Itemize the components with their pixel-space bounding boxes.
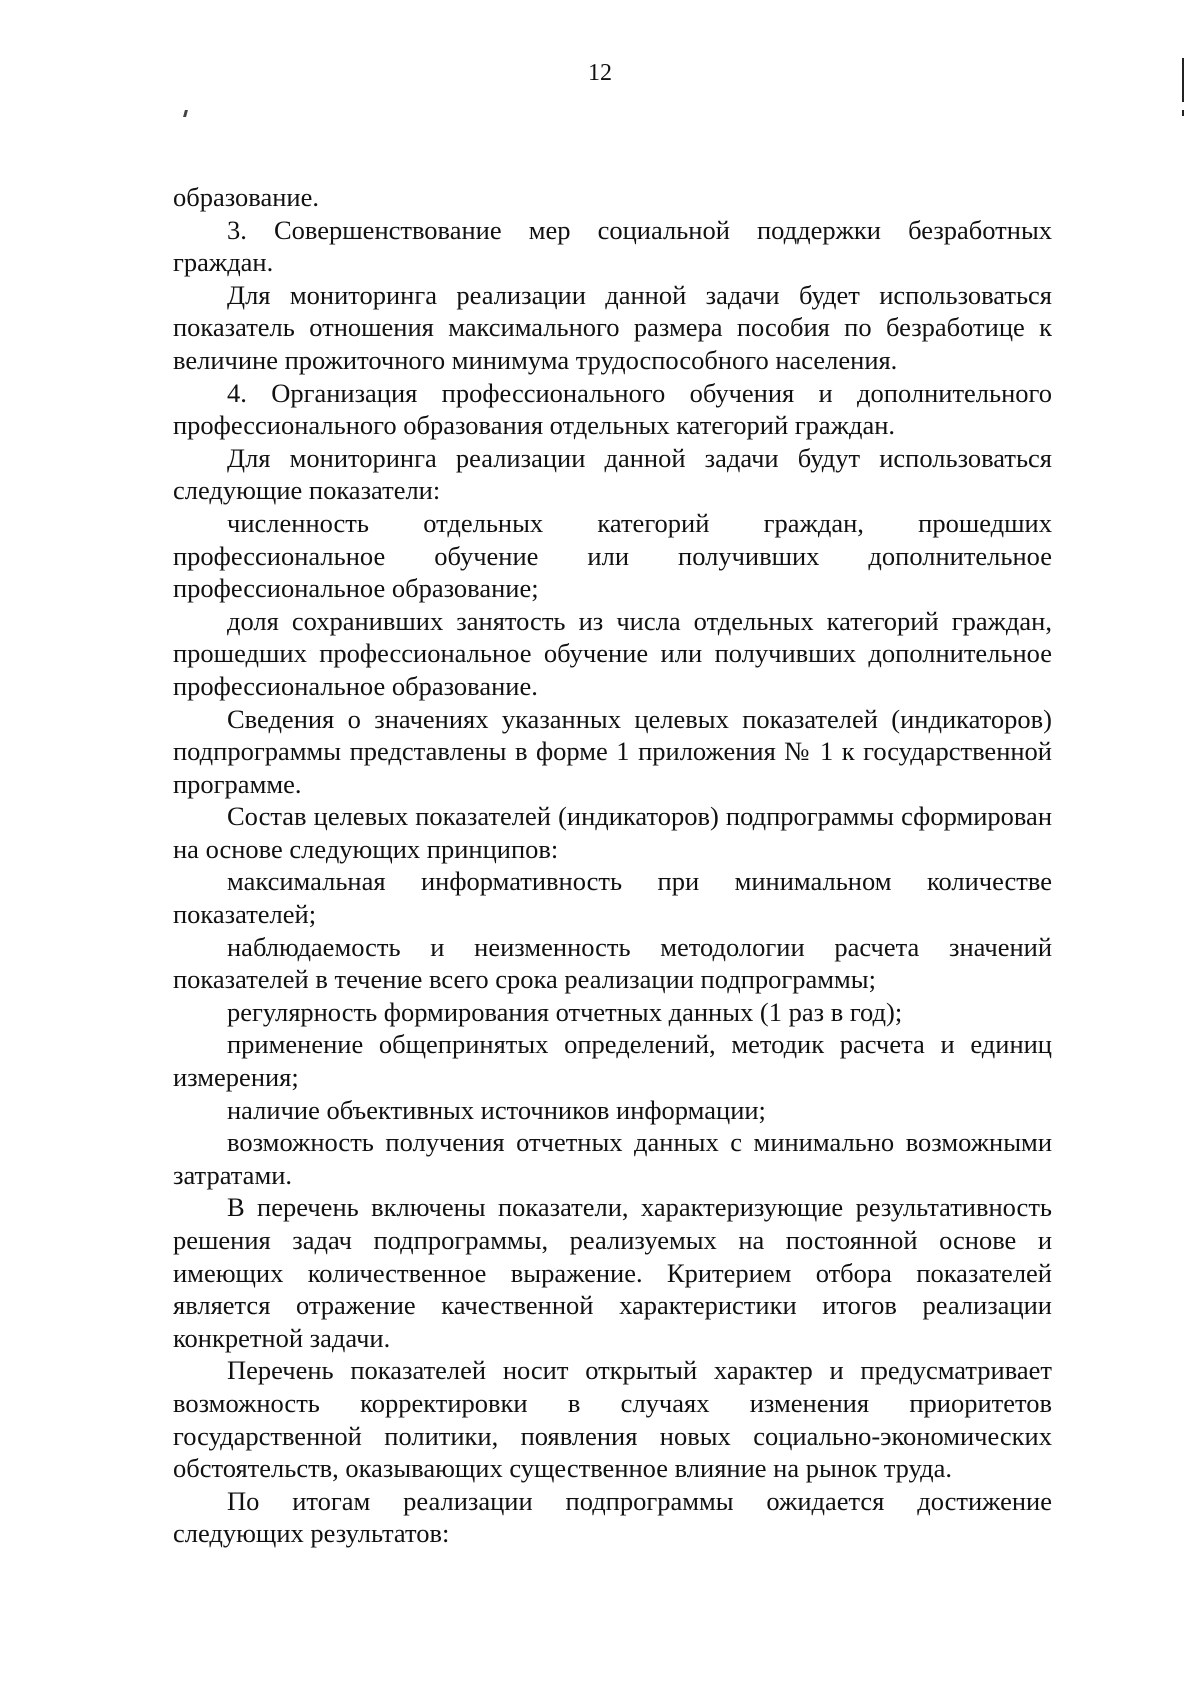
scan-speck [183, 110, 188, 117]
paragraph-principle-regularity: регулярность формирования отчетных данных (1 раз в год); [227, 996, 903, 1027]
paragraph-principle-costs: возможность получения отчетных данных с минимально возможными затратами. [173, 1127, 1052, 1190]
paragraph-principle-informativeness: максимальная информативность при минимальном количестве показателей; [173, 866, 1052, 930]
paragraph-indicator-list-scope: В перечень включены показатели, характеризующие результативность решения задач подпрограммы, реализуемых на постоянной основе и имеющих количественное выражение. Критерием отбора показателей является отражение качественной характеристики итогов реализации конкретной задачи. [173, 1192, 1052, 1353]
scan-margin-mark [1182, 58, 1184, 102]
paragraph-continuation: образование. [173, 182, 319, 212]
paragraph-principle-sources: наличие объективных источников информации; [227, 1094, 766, 1125]
paragraph-indicator-list-open: Перечень показателей носит открытый характер и предусматривает возможность корректировки в случаях изменения приоритетов государственной политики, появления новых социально-экономических обстоятельств, оказывающих существенное влияние на рынок труда. [173, 1355, 1052, 1484]
paragraph-indicator-count: численность отдельных категорий граждан, прошедших профессиональное обучение или получивших дополнительное профессиональное образование; [173, 507, 1052, 604]
paragraph-principle-definitions: применение общепринятых определений, методик расчета и единиц измерения; [173, 1029, 1052, 1093]
paragraph-task-3: 3. Совершенствование мер социальной поддержки безработных граждан. [173, 214, 1052, 278]
paragraph-indicator-share: доля сохранивших занятость из числа отдельных категорий граждан, прошедших профессиональное обучение или получивших дополнительное профессиональное образование. [173, 605, 1052, 701]
paragraph-task-4: 4. Организация профессионального обучения и дополнительного профессионального образования отдельных категорий граждан. [173, 377, 1052, 441]
paragraph-monitoring-task-3: Для мониторинга реализации данной задачи будет использоваться показатель отношения максимального размера пособия по безработице к величине прожиточного минимума трудоспособного населения. [173, 279, 1052, 375]
paragraph-expected-results: По итогам реализации подпрограммы ожидается достижение следующих результатов: [173, 1485, 1052, 1549]
paragraph-monitoring-task-4: Для мониторинга реализации данной задачи будут использоваться следующие показатели: [173, 442, 1052, 506]
paragraph-principle-observability: наблюдаемость и неизменность методологии расчета значений показателей в течение всего срока реализации подпрограммы; [173, 931, 1052, 995]
paragraph-indicator-principles: Состав целевых показателей (индикаторов) подпрограммы сформирован на основе следующих принципов: [173, 801, 1052, 864]
paragraph-indicator-values-info: Сведения о значениях указанных целевых показателей (индикаторов) подпрограммы представлены в форме 1 приложения № 1 к государственной программе. [173, 703, 1052, 799]
page-number: 12 [588, 60, 612, 86]
document-body [173, 181, 1052, 1550]
